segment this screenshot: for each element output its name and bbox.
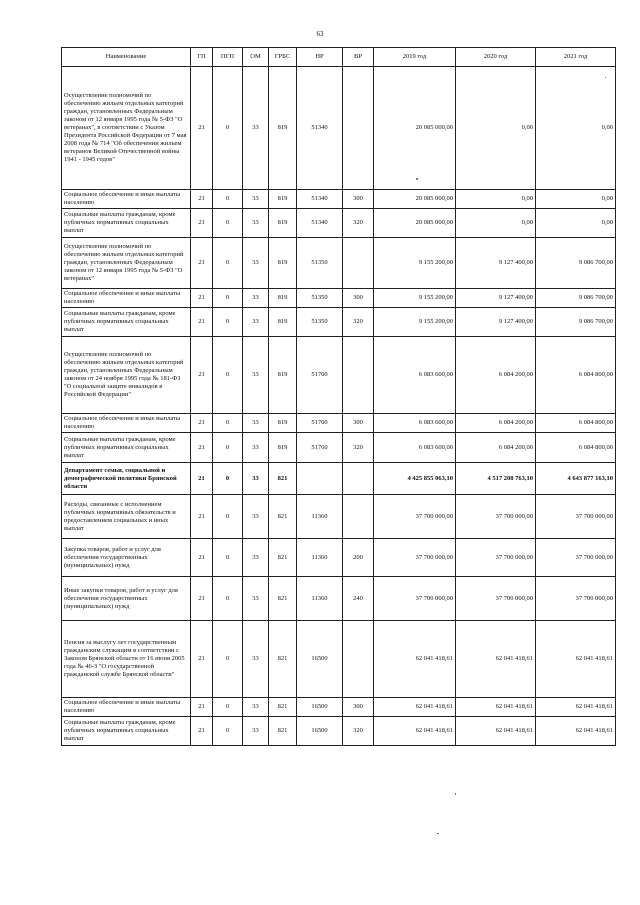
- header-name: Наименование: [62, 48, 191, 67]
- cell-grbs: 819: [269, 190, 297, 209]
- cell-np: 11360: [297, 539, 343, 577]
- cell-grbs: 821: [269, 495, 297, 539]
- cell-pgp: 0: [213, 495, 243, 539]
- table-row: [62, 209, 616, 238]
- table-row: [62, 238, 616, 289]
- cell-pgp: 0: [213, 717, 243, 746]
- cell-2019: 62 041 418,61: [374, 621, 456, 698]
- cell-np: 51350: [297, 308, 343, 337]
- cell-gp: 21: [191, 463, 213, 495]
- cell-gp: 21: [191, 308, 213, 337]
- cell-grbs: 819: [269, 433, 297, 463]
- cell-gp: 21: [191, 577, 213, 621]
- cell-2020: 0,00: [456, 67, 536, 190]
- cell-grbs: 819: [269, 337, 297, 414]
- cell-grbs: 819: [269, 238, 297, 289]
- cell-np: 51760: [297, 414, 343, 433]
- row-name: Расходы, связанные с исполнением публичных нормативных обязательств и предоставлением социальных и иных выплат: [62, 495, 191, 539]
- cell-2019: 20 085 000,00: [374, 209, 456, 238]
- header-grbs: ГРБС: [269, 48, 297, 67]
- cell-grbs: 821: [269, 577, 297, 621]
- cell-pgp: 0: [213, 190, 243, 209]
- cell-2019: 20 085 000,00: [374, 190, 456, 209]
- cell-2020: 37 700 000,00: [456, 577, 536, 621]
- cell-vr: 320: [343, 433, 374, 463]
- table-row: [62, 577, 616, 621]
- table-row: [62, 539, 616, 577]
- row-name: Закупка товаров, работ и услуг для обеспечения государственных (муниципальных) нужд: [62, 539, 191, 577]
- cell-om: 33: [243, 577, 269, 621]
- cell-2021: 9 086 700,00: [536, 238, 616, 289]
- cell-pgp: 0: [213, 433, 243, 463]
- cell-2019: 6 083 600,00: [374, 414, 456, 433]
- cell-np: 11360: [297, 495, 343, 539]
- cell-2020: 6 084 200,00: [456, 337, 536, 414]
- header-2019: 2019 год: [374, 48, 456, 67]
- cell-pgp: 0: [213, 238, 243, 289]
- cell-2020: 6 084 200,00: [456, 433, 536, 463]
- cell-gp: 21: [191, 433, 213, 463]
- header-2020: 2020 год: [456, 48, 536, 67]
- cell-om: 33: [243, 209, 269, 238]
- cell-2019: 9 155 200,00: [374, 289, 456, 308]
- cell-2019: 37 700 000,00: [374, 577, 456, 621]
- cell-2021: 62 041 418,61: [536, 717, 616, 746]
- header-pgp: ПГП: [213, 48, 243, 67]
- cell-2020: 37 700 000,00: [456, 495, 536, 539]
- cell-2019: 9 155 200,00: [374, 238, 456, 289]
- cell-gp: 21: [191, 717, 213, 746]
- cell-2019: 6 083 600,00: [374, 433, 456, 463]
- cell-np: [297, 463, 343, 495]
- cell-2021: 4 643 877 163,10: [536, 463, 616, 495]
- cell-vr: [343, 67, 374, 190]
- cell-2021: 37 700 000,00: [536, 539, 616, 577]
- cell-vr: 300: [343, 289, 374, 308]
- budget-table: [61, 47, 616, 746]
- header-2021: 2021 год: [536, 48, 616, 67]
- cell-2021: 6 084 800,00: [536, 414, 616, 433]
- cell-2020: 9 127 400,00: [456, 289, 536, 308]
- cell-2020: 62 041 418,61: [456, 698, 536, 717]
- cell-vr: 320: [343, 308, 374, 337]
- row-name: Социальные выплаты гражданам, кроме публичных нормативных социальных выплат: [62, 209, 191, 238]
- cell-vr: 320: [343, 717, 374, 746]
- row-name: Социальное обеспечение и иные выплаты населению: [62, 414, 191, 433]
- cell-np: 16500: [297, 717, 343, 746]
- cell-np: 51340: [297, 67, 343, 190]
- cell-2021: 37 700 000,00: [536, 495, 616, 539]
- cell-vr: [343, 495, 374, 539]
- table-row: [62, 337, 616, 414]
- cell-2020: 37 700 000,00: [456, 539, 536, 577]
- cell-gp: 21: [191, 67, 213, 190]
- cell-pgp: 0: [213, 621, 243, 698]
- row-name: Социальные выплаты гражданам, кроме публичных нормативных социальных выплат: [62, 717, 191, 746]
- scan-mark: [605, 77, 606, 78]
- cell-gp: 21: [191, 621, 213, 698]
- table-row: [62, 698, 616, 717]
- cell-gp: 21: [191, 414, 213, 433]
- table-row: [62, 495, 616, 539]
- table-body: [62, 67, 616, 746]
- cell-np: 16500: [297, 698, 343, 717]
- header-gp: ГП: [191, 48, 213, 67]
- cell-pgp: 0: [213, 414, 243, 433]
- header-vr: ВР: [343, 48, 374, 67]
- cell-pgp: 0: [213, 337, 243, 414]
- table-row: [62, 308, 616, 337]
- row-name: Осуществление полномочий по обеспечению жильем отдельных категорий граждан, установленных Федеральным законом от 12 января 1995 года № 5-ФЗ "О ветеранах": [62, 238, 191, 289]
- scan-mark: [416, 178, 418, 180]
- cell-gp: 21: [191, 190, 213, 209]
- cell-2019: 62 041 418,61: [374, 717, 456, 746]
- cell-grbs: 819: [269, 308, 297, 337]
- cell-2020: 9 127 400,00: [456, 308, 536, 337]
- cell-vr: 240: [343, 577, 374, 621]
- header-np: НР: [297, 48, 343, 67]
- cell-pgp: 0: [213, 308, 243, 337]
- cell-np: 51340: [297, 209, 343, 238]
- cell-om: 33: [243, 433, 269, 463]
- row-name: Социальное обеспечение и иные выплаты населению: [62, 289, 191, 308]
- cell-2021: 9 086 700,00: [536, 289, 616, 308]
- cell-2021: 62 041 418,61: [536, 698, 616, 717]
- cell-2020: 0,00: [456, 209, 536, 238]
- cell-grbs: 821: [269, 698, 297, 717]
- page-number: 63: [316, 30, 324, 38]
- cell-2021: 6 084 800,00: [536, 337, 616, 414]
- cell-pgp: 0: [213, 289, 243, 308]
- cell-2020: 9 127 400,00: [456, 238, 536, 289]
- table-row: [62, 289, 616, 308]
- cell-gp: 21: [191, 209, 213, 238]
- cell-om: 33: [243, 698, 269, 717]
- cell-om: 33: [243, 621, 269, 698]
- cell-om: 33: [243, 308, 269, 337]
- cell-vr: [343, 463, 374, 495]
- table-row: [62, 190, 616, 209]
- cell-pgp: 0: [213, 463, 243, 495]
- cell-gp: 21: [191, 337, 213, 414]
- cell-np: 51760: [297, 433, 343, 463]
- cell-2021: 0,00: [536, 67, 616, 190]
- table-row: [62, 433, 616, 463]
- cell-2020: 62 041 418,61: [456, 621, 536, 698]
- cell-2021: 37 700 000,00: [536, 577, 616, 621]
- cell-om: 33: [243, 337, 269, 414]
- row-name: Осуществление полномочий по обеспечению жильем отдельных категорий граждан, установленных Федеральным законом от 12 января 1995 года № 5-ФЗ "О ветеранах", в соответствии с Указом Президента Российской Федерации от 7 мая 2008 года № 714 "Об обеспечении жильем ветеранов Великой Отечественной войны 1941 - 1945 годов": [62, 67, 191, 190]
- header-om: ОМ: [243, 48, 269, 67]
- cell-grbs: 821: [269, 539, 297, 577]
- row-name: Департамент семьи, социальной и демографической политики Брянской области: [62, 463, 191, 495]
- cell-gp: 21: [191, 289, 213, 308]
- cell-np: 51340: [297, 190, 343, 209]
- cell-grbs: 821: [269, 463, 297, 495]
- scan-mark: [437, 833, 439, 834]
- cell-2019: 37 700 000,00: [374, 539, 456, 577]
- cell-grbs: 819: [269, 67, 297, 190]
- cell-vr: 200: [343, 539, 374, 577]
- cell-pgp: 0: [213, 539, 243, 577]
- cell-2020: 4 517 208 763,10: [456, 463, 536, 495]
- cell-2021: 9 086 700,00: [536, 308, 616, 337]
- table-row: [62, 67, 616, 190]
- cell-grbs: 821: [269, 717, 297, 746]
- cell-np: 16500: [297, 621, 343, 698]
- row-name: Иные закупки товаров, работ и услуг для обеспечения государственных (муниципальных) нужд: [62, 577, 191, 621]
- cell-grbs: 819: [269, 289, 297, 308]
- cell-om: 33: [243, 67, 269, 190]
- row-name: Социальное обеспечение и иные выплаты населению: [62, 190, 191, 209]
- cell-np: 51350: [297, 289, 343, 308]
- cell-2021: 62 041 418,61: [536, 621, 616, 698]
- cell-vr: 300: [343, 190, 374, 209]
- cell-gp: 21: [191, 539, 213, 577]
- cell-grbs: 819: [269, 209, 297, 238]
- cell-2020: 62 041 418,61: [456, 717, 536, 746]
- table-row: [62, 621, 616, 698]
- cell-om: 33: [243, 539, 269, 577]
- cell-2019: 9 155 200,00: [374, 308, 456, 337]
- cell-om: 33: [243, 463, 269, 495]
- cell-2019: 20 085 000,00: [374, 67, 456, 190]
- cell-np: 51760: [297, 337, 343, 414]
- cell-gp: 21: [191, 238, 213, 289]
- cell-om: 33: [243, 717, 269, 746]
- cell-2019: 62 041 418,61: [374, 698, 456, 717]
- cell-gp: 21: [191, 495, 213, 539]
- cell-2019: 4 425 855 063,10: [374, 463, 456, 495]
- cell-vr: 300: [343, 698, 374, 717]
- row-name: Социальные выплаты гражданам, кроме публичных нормативных социальных выплат: [62, 308, 191, 337]
- cell-grbs: 821: [269, 621, 297, 698]
- row-name: Социальное обеспечение и иные выплаты населению: [62, 698, 191, 717]
- row-name: Социальные выплаты гражданам, кроме публичных нормативных социальных выплат: [62, 433, 191, 463]
- cell-2021: 6 084 800,00: [536, 433, 616, 463]
- cell-vr: [343, 337, 374, 414]
- cell-om: 33: [243, 495, 269, 539]
- cell-gp: 21: [191, 698, 213, 717]
- cell-np: 51350: [297, 238, 343, 289]
- table-row: [62, 414, 616, 433]
- cell-2019: 37 700 000,00: [374, 495, 456, 539]
- cell-om: 33: [243, 289, 269, 308]
- table-row: [62, 463, 616, 495]
- row-name: Пенсия за выслугу лет государственным гражданским служащим в соответствии с Законом Брянской области от 16 июня 2005 года № 46-З "О государственной гражданской службе Брянской области": [62, 621, 191, 698]
- cell-np: 11360: [297, 577, 343, 621]
- cell-vr: [343, 238, 374, 289]
- cell-2021: 0,00: [536, 209, 616, 238]
- cell-2021: 0,00: [536, 190, 616, 209]
- cell-pgp: 0: [213, 698, 243, 717]
- cell-om: 33: [243, 414, 269, 433]
- cell-pgp: 0: [213, 577, 243, 621]
- cell-2019: 6 083 600,00: [374, 337, 456, 414]
- cell-pgp: 0: [213, 67, 243, 190]
- cell-grbs: 819: [269, 414, 297, 433]
- row-name: Осуществление полномочий по обеспечению жильем отдельных категорий граждан, установленных Федеральным законом от 24 ноября 1995 года № 181-ФЗ "О социальной защите инвалидов в Российской Федерации": [62, 337, 191, 414]
- table-row: [62, 717, 616, 746]
- cell-om: 33: [243, 238, 269, 289]
- cell-2020: 6 084 200,00: [456, 414, 536, 433]
- cell-vr: 300: [343, 414, 374, 433]
- cell-vr: [343, 621, 374, 698]
- scan-mark: [455, 793, 456, 795]
- cell-om: 33: [243, 190, 269, 209]
- cell-2020: 0,00: [456, 190, 536, 209]
- cell-vr: 320: [343, 209, 374, 238]
- table-header-row: [62, 48, 616, 67]
- cell-pgp: 0: [213, 209, 243, 238]
